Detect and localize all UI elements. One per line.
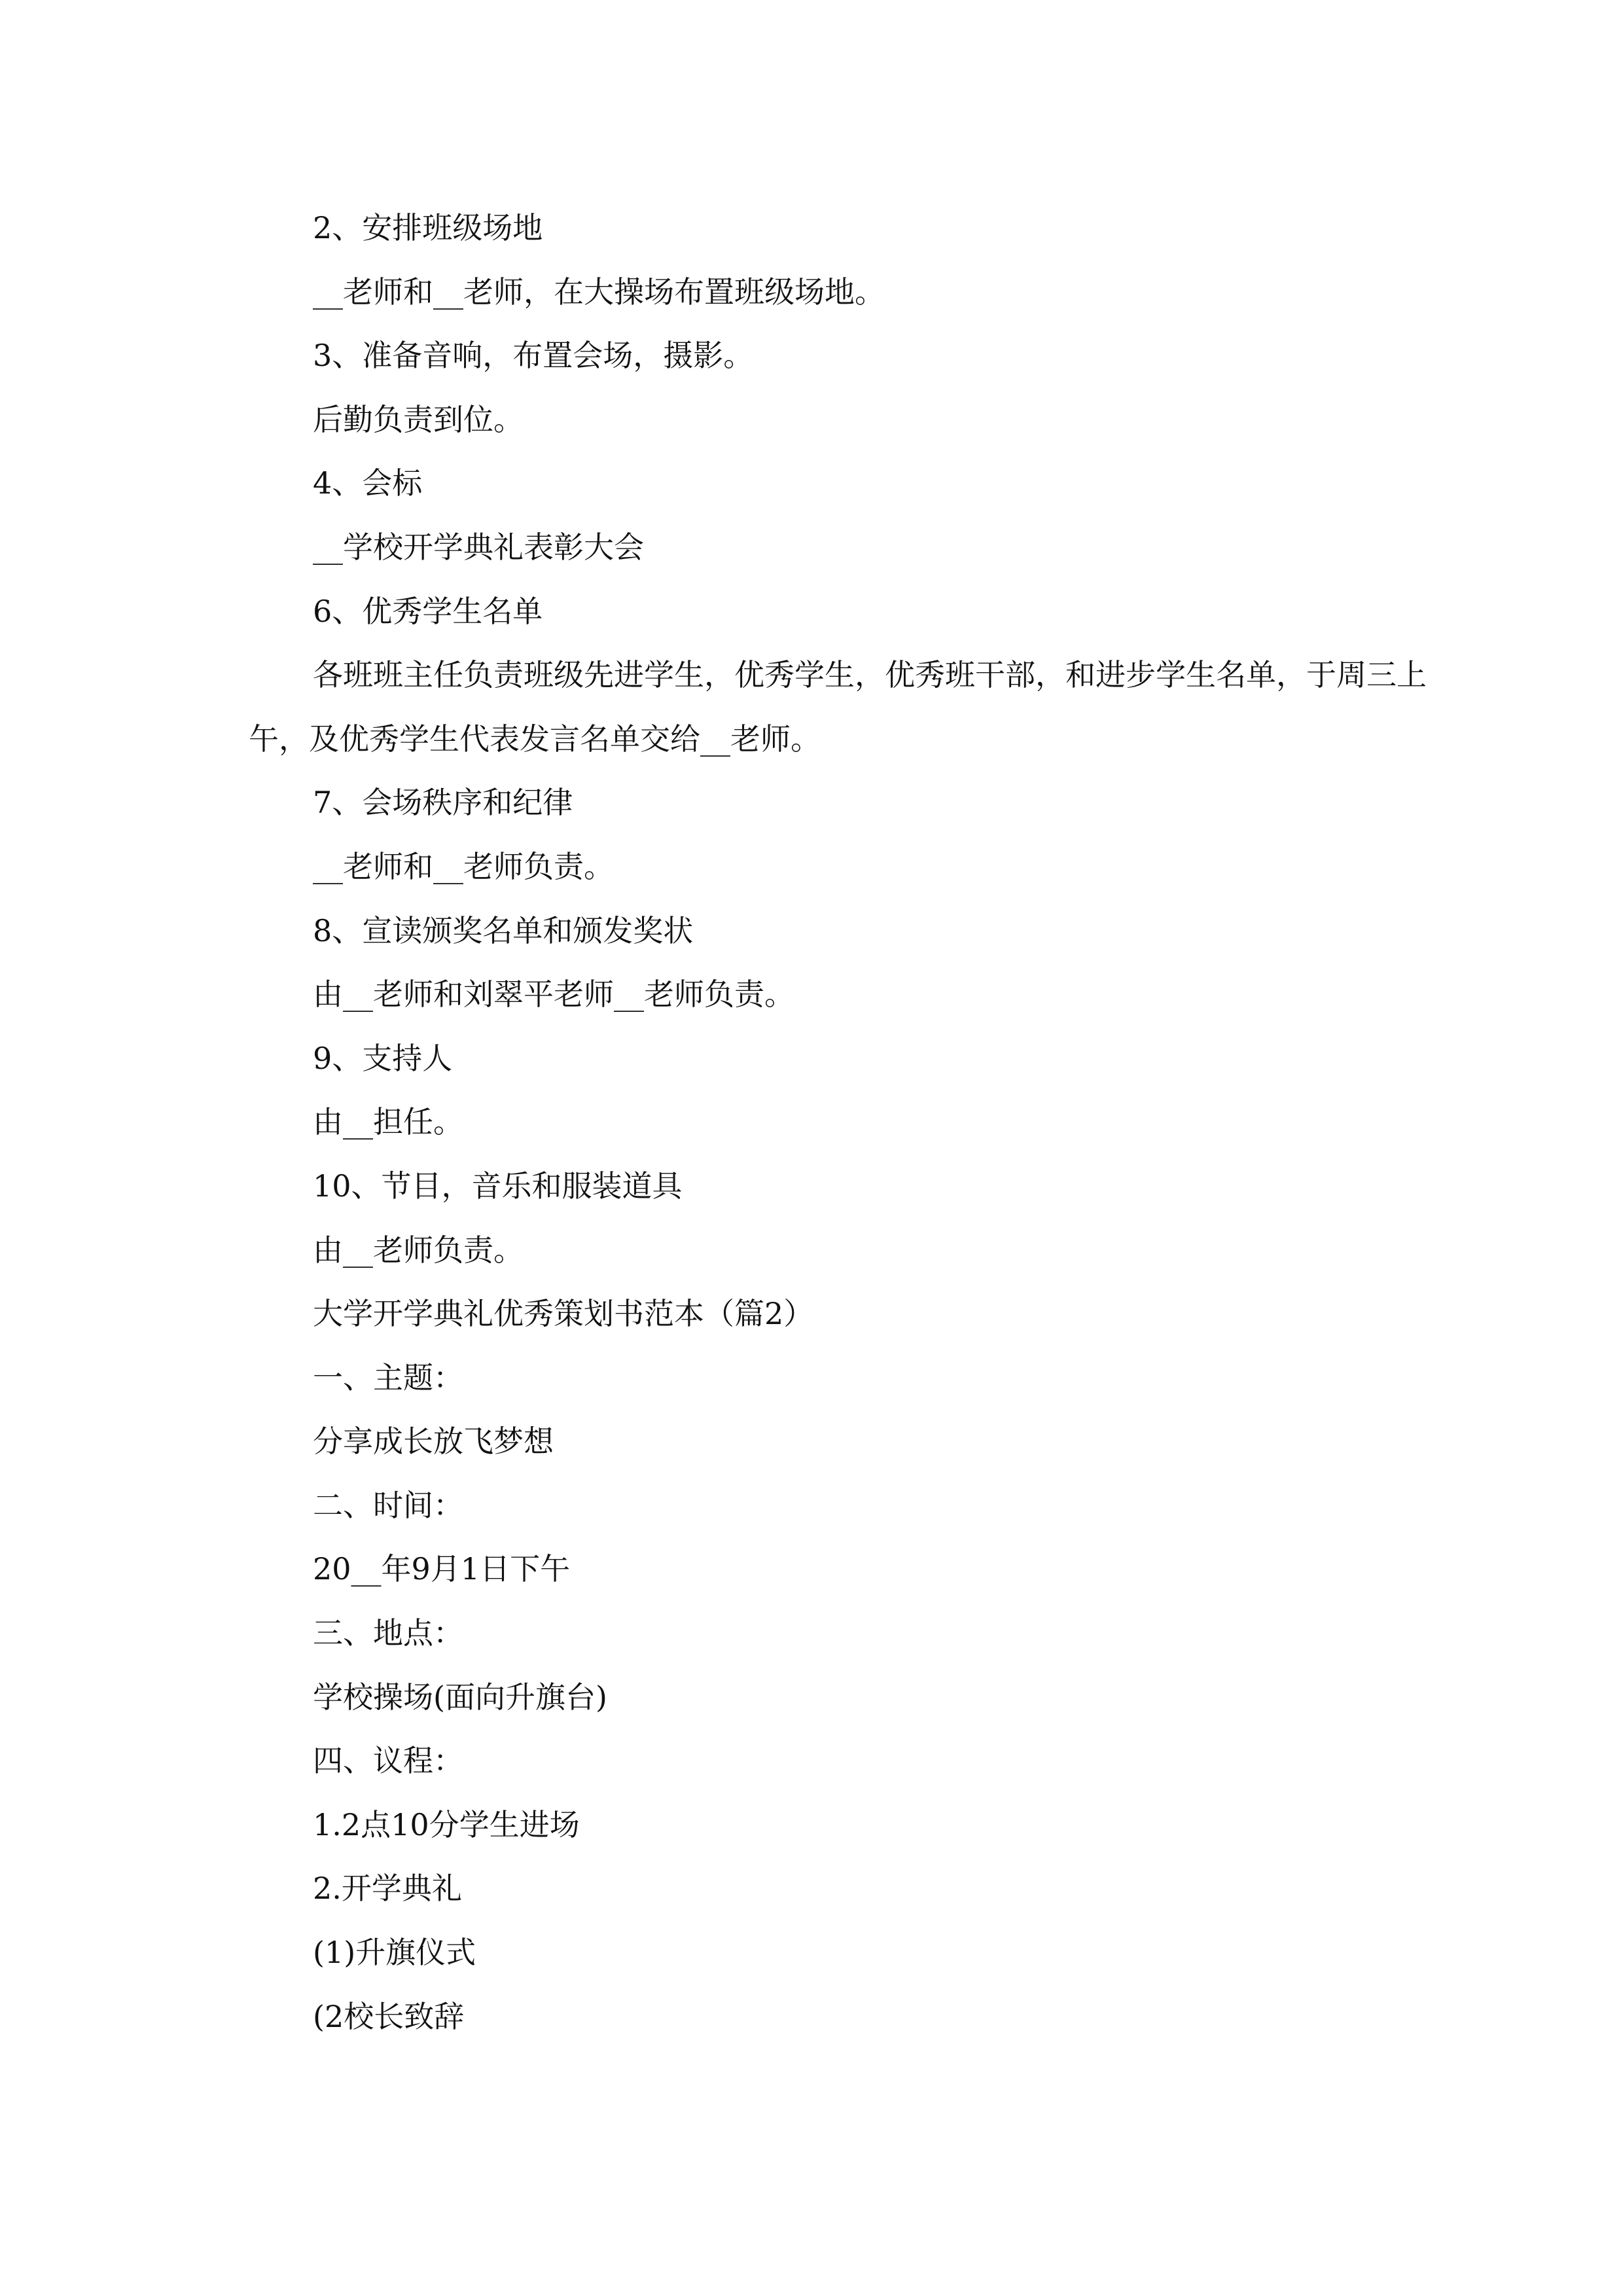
paragraph-wrapped: 各班班主任负责班级先进学生，优秀学生，优秀班干部，和进步学生名单，于周三上午，及优秀学生代表发言名单交给__老师。 [249,657,1427,757]
document-body [249,196,1427,2049]
paragraph: __老师和__老师，在大操场布置班级场地。 [313,274,885,310]
paragraph: 学校操场(面向升旗台) [313,1679,607,1715]
heading: 一、主题： [313,1359,463,1395]
section-title: 大学开学典礼优秀策划书范本（篇2） [313,1296,814,1332]
paragraph: 20__年9月1日下午 [313,1551,571,1587]
paragraph: 9、支持人 [313,1040,453,1076]
paragraph: 分享成长放飞梦想 [313,1424,554,1460]
paragraph: 7、会场秩序和纪律 [313,785,573,821]
paragraph: 4、会标 [313,465,423,501]
list-item: (2校长致辞 [313,1998,465,2034]
paragraph: 由__老师负责。 [313,1232,524,1268]
paragraph: 6、优秀学生名单 [313,593,543,629]
paragraph: 10、节目，音乐和服装道具 [313,1168,683,1204]
paragraph: 3、准备音响，布置会场，摄影。 [313,338,754,374]
list-item: 2.开学典礼 [313,1871,462,1907]
heading: 三、地点： [313,1615,463,1651]
paragraph: 由__担任。 [313,1104,463,1140]
paragraph: 后勤负责到位。 [313,401,524,437]
list-item: (1)升旗仪式 [313,1935,476,1971]
heading: 四、议程： [313,1743,463,1779]
paragraph: 8、宣读颁奖名单和颁发奖状 [313,912,694,948]
paragraph: __学校开学典礼表彰大会 [313,529,644,565]
paragraph: 2、安排班级场地 [313,210,543,245]
heading: 二、时间： [313,1487,463,1523]
paragraph: __老师和__老师负责。 [313,848,614,884]
list-item: 1.2点10分学生进场 [313,1806,580,1842]
paragraph: 由__老师和刘翠平老师__老师负责。 [313,977,794,1013]
